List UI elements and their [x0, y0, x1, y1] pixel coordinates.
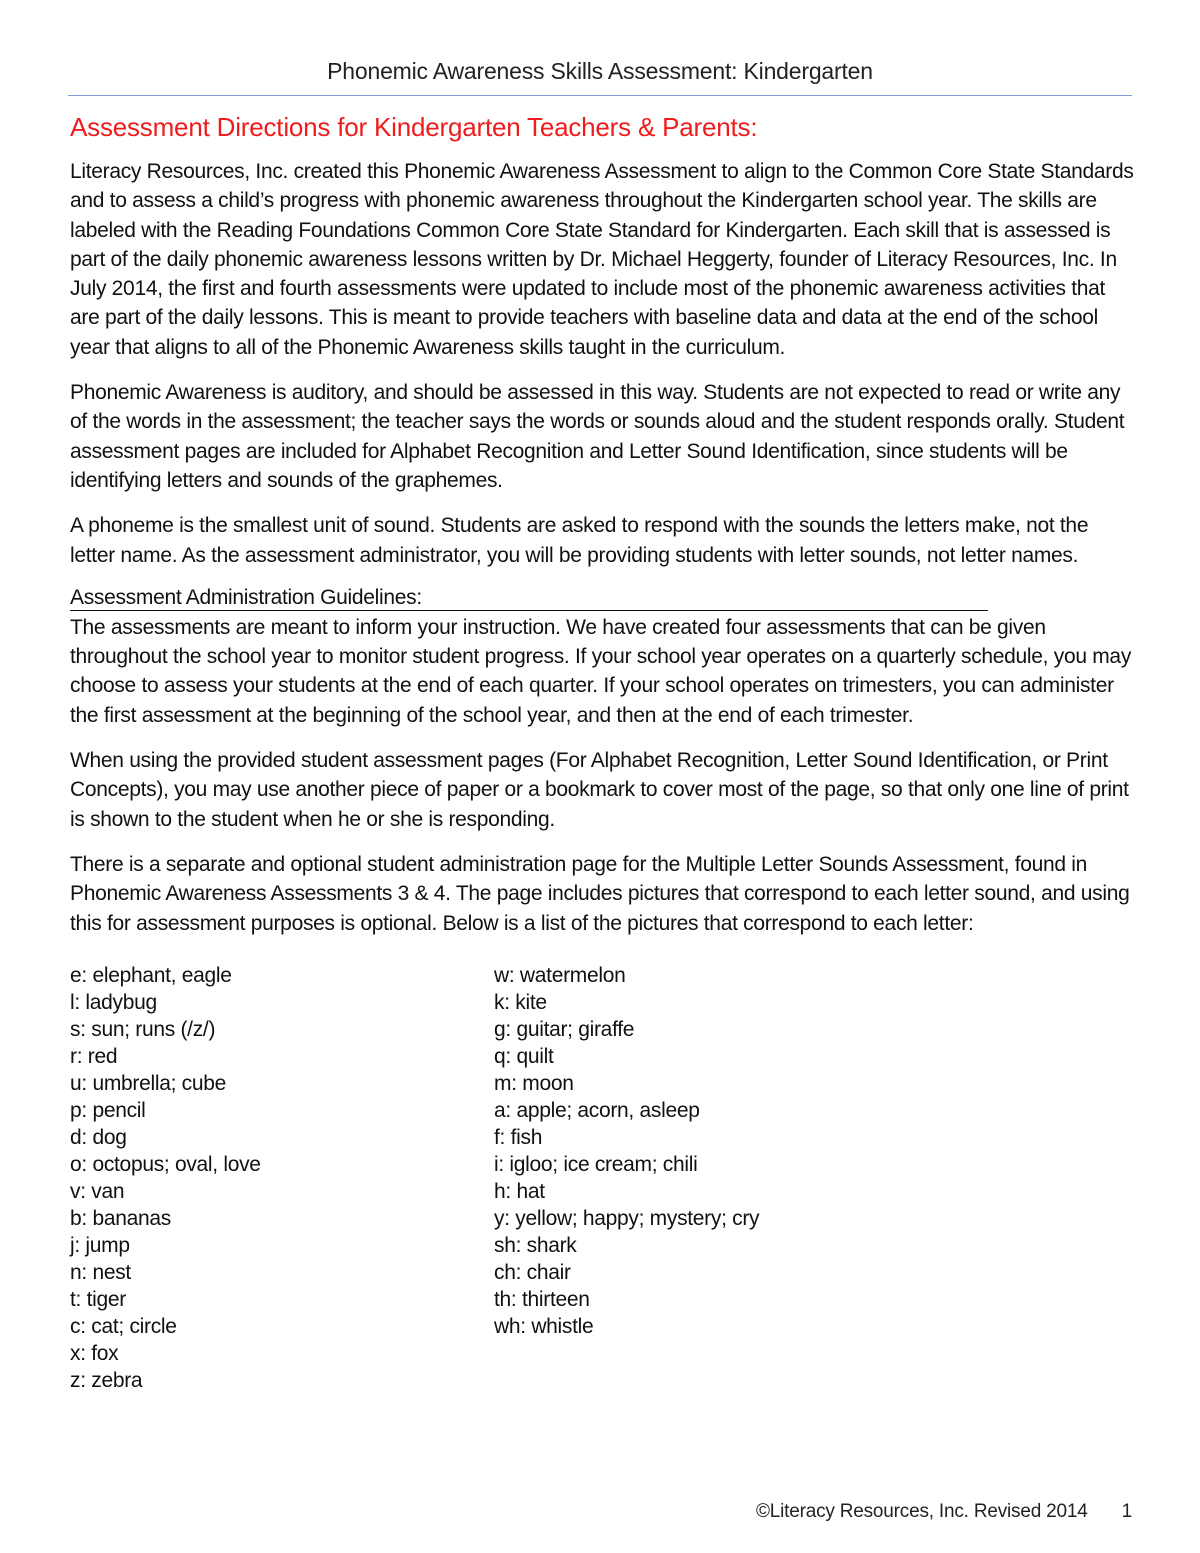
- list-item: z: zebra: [70, 1368, 143, 1392]
- auditory-paragraph: Phonemic Awareness is auditory, and should be assessed in this way. Students are not expected to read or write any of the words in the assessment; the teacher says the words or sounds aloud and the student responds orally. Student assessment pages are included for Alphabet Recognition and Letter Sound Identification, since students will be identifying letters and sounds of the graphemes.: [70, 381, 1125, 492]
- list-item: e: elephant, eagle: [70, 963, 232, 987]
- list-item: r: red: [70, 1044, 118, 1068]
- list-item: o: octopus; oval, love: [70, 1152, 261, 1176]
- list-item: d: dog: [70, 1125, 127, 1149]
- list-item: m: moon: [494, 1071, 574, 1095]
- guidelines-heading: Assessment Administration Guidelines:: [70, 586, 988, 611]
- copyright-text: ©Literacy Resources, Inc. Revised 2014: [755, 1501, 1088, 1522]
- list-item: w: watermelon: [494, 963, 626, 987]
- list-item: sh: shark: [494, 1233, 577, 1257]
- list-item: th: thirteen: [494, 1287, 590, 1311]
- letter-picture-list: [70, 962, 1134, 1394]
- page-footer: [756, 1501, 1132, 1523]
- list-item: wh: whistle: [494, 1314, 594, 1338]
- main-content: [70, 112, 1134, 1394]
- page-number: 1: [1121, 1501, 1132, 1522]
- page-title: Assessment Directions for Kindergarten Teachers & Parents:: [70, 112, 758, 142]
- list-item: s: sun; runs (/z/): [70, 1017, 216, 1041]
- list-item: n: nest: [70, 1260, 131, 1284]
- letter-column-left: [70, 962, 494, 1394]
- page-header: Phonemic Awareness Skills Assessment: Kindergarten: [327, 58, 873, 84]
- list-item: ch: chair: [494, 1260, 571, 1284]
- list-item: q: quilt: [494, 1044, 554, 1068]
- list-item: a: apple; acorn, asleep: [494, 1098, 700, 1122]
- list-item: t: tiger: [70, 1287, 126, 1311]
- list-item: g: guitar; giraffe: [494, 1017, 635, 1041]
- list-item: p: pencil: [70, 1098, 146, 1122]
- list-item: u: umbrella; cube: [70, 1071, 226, 1095]
- phoneme-paragraph: A phoneme is the smallest unit of sound. Students are asked to respond with the sounds the letters make, not the letter name. As the assessment administrator, you will be providing students with letter sounds, not letter names.: [70, 514, 1089, 567]
- list-item: l: ladybug: [70, 990, 157, 1014]
- guidelines-paragraph: When using the provided student assessment pages (For Alphabet Recognition, Letter Sound Identification, or Print Concepts), you may use another piece of paper or a bookmark to cover most of the page, so that only one line of print is shown to the student when he or she is responding.: [70, 749, 1129, 831]
- list-item: f: fish: [494, 1125, 543, 1149]
- list-item: b: bananas: [70, 1206, 171, 1230]
- list-item: h: hat: [494, 1179, 545, 1203]
- list-item: y: yellow; happy; mystery; cry: [494, 1206, 760, 1230]
- list-item: i: igloo; ice cream; chili: [494, 1152, 698, 1176]
- letter-column-right: [494, 962, 918, 1394]
- list-item: j: jump: [70, 1233, 130, 1257]
- list-item: k: kite: [494, 990, 547, 1014]
- list-item: v: van: [70, 1179, 125, 1203]
- list-item: c: cat; circle: [70, 1314, 177, 1338]
- guidelines-paragraph: There is a separate and optional student administration page for the Multiple Letter Sounds Assessment, found in Phonemic Awareness Assessments 3 & 4. The page includes pictures that correspond to each letter sound, and using this for assessment purposes is optional. Below is a list of the pictures that correspond to each letter:: [70, 852, 1130, 935]
- guidelines-paragraph: The assessments are meant to inform your instruction. We have created four assessments that can be given throughout the school year to monitor student progress. If your school year operates on a quarterly schedule, you may choose to assess your students at the end of each quarter. If your school operates on trimesters, you can administer the first assessment at the beginning of the school year, and then at the end of each trimester.: [70, 615, 1132, 727]
- list-item: x: fox: [70, 1341, 119, 1365]
- header-rule: [68, 95, 1132, 96]
- intro-paragraph: Literacy Resources, Inc. created this Phonemic Awareness Assessment to align to the Common Core State Standards and to assess a child’s progress with phonemic awareness throughout the Kindergarten school year. The skills are labeled with the Reading Foundations Common Core State Standard for Kindergarten. Each skill that is assessed is part of the daily phonemic awareness lessons written by Dr. Michael Heggerty, founder of Literacy Resources, Inc. In July 2014, the first and fourth assessments were updated to include most of the phonemic awareness activities that are part of the daily lessons. This is meant to provide teachers with baseline data and data at the end of the school year that aligns to all of the Phonemic Awareness skills taught in the curriculum.: [70, 160, 1134, 359]
- guidelines-section: [70, 586, 1134, 938]
